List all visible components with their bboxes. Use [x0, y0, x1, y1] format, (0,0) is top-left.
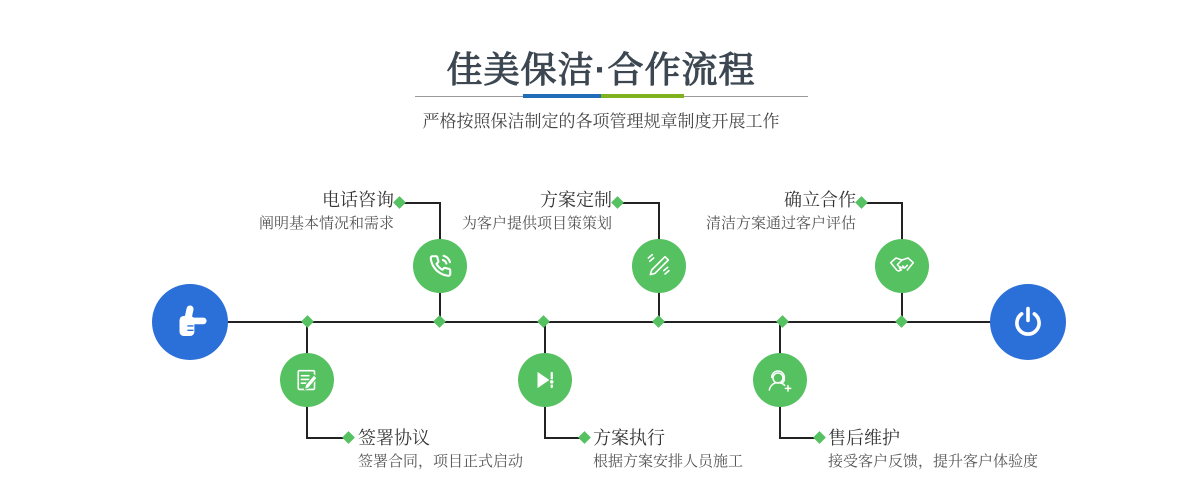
page-title: 佳美保洁·合作流程	[446, 49, 756, 90]
title-divider-olive-segment	[601, 94, 684, 98]
step-title: 电话咨询	[322, 190, 394, 210]
step-title: 方案定制	[540, 190, 612, 210]
step-title: 方案执行	[593, 428, 665, 448]
step-node-aftersales	[753, 353, 807, 407]
label-diamond	[855, 196, 868, 209]
step-aftersales-label	[828, 427, 1148, 472]
title-divider-blue-segment	[523, 94, 601, 98]
step-node-contract	[280, 353, 334, 407]
pointing-hand-icon	[169, 301, 211, 343]
timeline-node-diamond	[433, 315, 446, 328]
flow-end-node	[990, 284, 1066, 360]
step-desc: 清洁方案通过客户评估	[705, 215, 856, 232]
pencil-design-icon	[643, 250, 675, 282]
flow-start-node	[152, 284, 228, 360]
step-node-phone	[413, 239, 467, 293]
step-cooperation-label	[536, 189, 856, 234]
handshake-icon	[886, 250, 918, 282]
step-desc: 阐明基本情况和需求	[258, 215, 394, 232]
step-node-design	[632, 239, 686, 293]
page-subtitle: 严格按照保洁制定的各项管理规章制度开展工作	[422, 112, 780, 131]
timeline-node-diamond	[652, 315, 665, 328]
step-title: 签署协议	[358, 428, 430, 448]
step-title: 确立合作	[784, 190, 856, 210]
label-diamond	[342, 431, 355, 444]
phone-icon	[425, 251, 455, 281]
step-desc: 根据方案安排人员施工	[593, 453, 744, 470]
contract-sign-icon	[292, 365, 322, 395]
power-icon	[1009, 303, 1047, 341]
step-title: 售后维护	[828, 428, 900, 448]
step-node-cooperation	[875, 239, 929, 293]
step-desc: 为客户提供项目策策划	[461, 215, 612, 232]
headset-support-icon	[764, 364, 796, 396]
timeline-node-diamond	[895, 315, 908, 328]
timeline-node-diamond	[537, 315, 550, 328]
step-desc: 接受客户反馈，提升客户体验度	[828, 453, 1039, 470]
timeline-node-diamond	[301, 315, 314, 328]
step-node-execution	[518, 353, 572, 407]
play-execute-icon	[530, 365, 560, 395]
step-desc: 签署合同，项目正式启动	[358, 453, 524, 470]
